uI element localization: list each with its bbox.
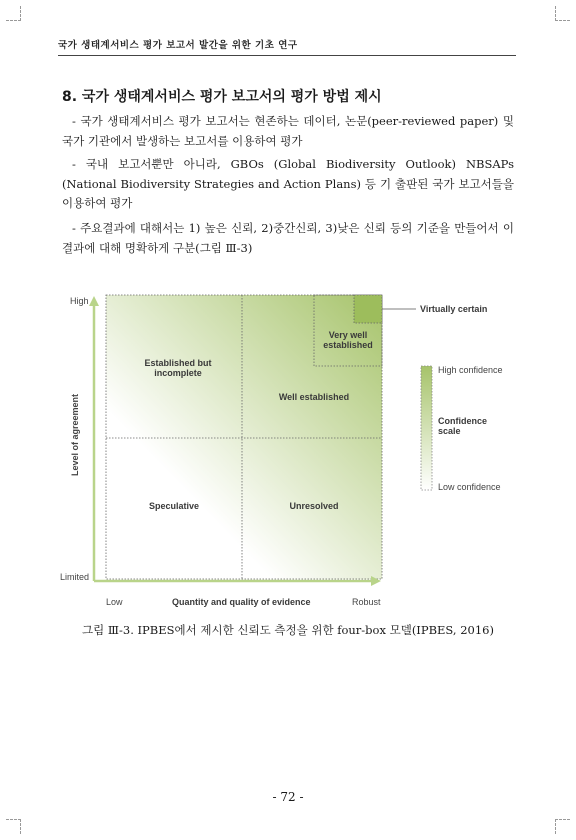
legend-low: Low confidence xyxy=(438,482,501,492)
four-box-figure xyxy=(60,290,514,610)
box-very-well-established: Very well established xyxy=(323,330,373,350)
x-low-label: Low xyxy=(106,597,123,607)
y-axis-arrow xyxy=(89,296,99,306)
legend-confidence-scale: Confidence scale xyxy=(438,416,488,436)
crop-mark xyxy=(6,819,21,834)
section-title: 8. 국가 생태계서비스 평가 보고서의 평가 방법 제시 xyxy=(62,89,382,105)
running-header: 국가 생태계서비스 평가 보고서 발간을 위한 기초 연구 xyxy=(58,40,298,51)
y-low-label: Limited xyxy=(60,572,90,582)
box-established-incomplete: Established but incomplete xyxy=(144,358,212,378)
paragraph: - 주요결과에 대해서는 1) 높은 신뢰, 2)중간신뢰, 3)낮은 신뢰 등의 기준을 만들어서 이 결과에 대해 명확하게 구분(그림 Ⅲ-3) xyxy=(62,221,514,255)
figure-caption: 그림 Ⅲ-3. IPBES에서 제시한 신뢰도 측정을 위한 four-box 모델(IPBES, 2016) xyxy=(82,623,494,637)
confidence-scale-bar xyxy=(421,366,432,490)
four-box-diagram xyxy=(64,290,514,610)
page-number: - 72 - xyxy=(272,790,304,804)
y-axis-title: Level of agreement xyxy=(70,393,80,476)
x-high-label: Robust xyxy=(352,597,381,607)
crop-mark xyxy=(6,6,21,21)
x-axis-title: Quantity and quality of evidence xyxy=(172,597,311,607)
crop-mark xyxy=(555,6,570,21)
crop-mark xyxy=(555,819,570,834)
legend-high: High confidence xyxy=(438,365,503,375)
paragraph: - 국가 생태계서비스 평가 보고서는 현존하는 데이터, 논문(peer-reviewed paper) 및 국가 기관에서 발생하는 보고서를 이용하여 평가 xyxy=(62,114,514,148)
header-rule xyxy=(58,55,516,56)
callout-virtually-certain: Virtually certain xyxy=(420,304,488,314)
y-high-label: High xyxy=(70,296,89,306)
paragraph: - 국내 보고서뿐만 아니라, GBOs (Global Biodiversity Outlook) NBSAPs (National Biodiversity Strategies and Action Plans) 등 기 출판된 국가 보고서들을 이용하여 평가 xyxy=(62,157,514,210)
box-well-established: Well established xyxy=(278,392,350,402)
virtually-certain-box xyxy=(354,295,382,323)
box-unresolved: Unresolved xyxy=(289,501,339,511)
box-speculative: Speculative xyxy=(148,501,200,511)
